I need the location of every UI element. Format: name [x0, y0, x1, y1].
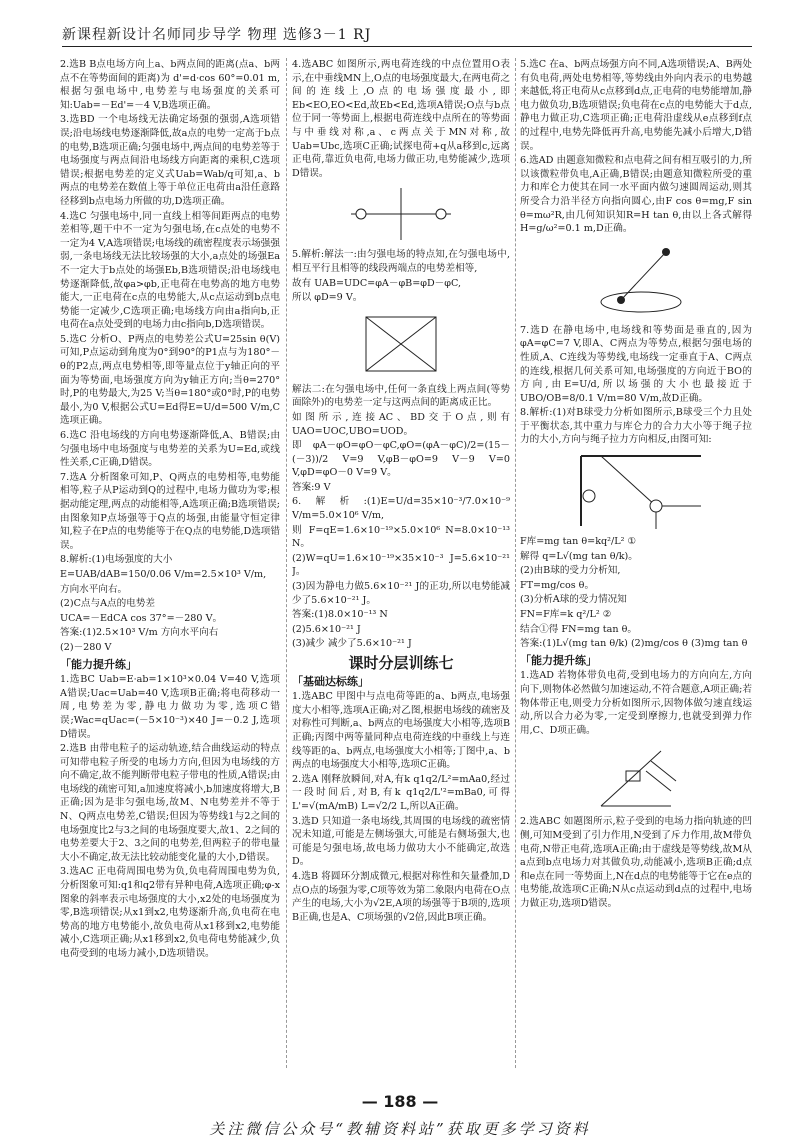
answer-paragraph: (3)减少 减少了5.6×10⁻²¹ J [292, 638, 412, 650]
answer-paragraph: (2)5.6×10⁻²¹ J [292, 623, 361, 635]
footer-note: 关注微信公众号“教辅资料站”获取更多学习资料 [209, 1120, 591, 1138]
answer-paragraph: 故有 UAB=UDC=φA－φB=φD－φC, [292, 277, 462, 289]
answer-paragraph: 5.解析:解法一:由匀强电场的特点知,在匀强电场中,相互平行且相等的线段两端点的电势差相等, [292, 249, 510, 274]
answer-paragraph: 2.选ABC 如题图所示,粒子受到的电场力指向轨迹的凹侧,可知M受到了引力作用,N受到了斥力作用,故M带负电荷,N带正电荷,选项A正确;由于虚线是等势线,故M从a点到b点电场力对其做负功,动能减小,选项B正确;d点和e点在同一等势面上,N在d点的电势能等于它在e点的电势能,故选项C正确;N从c点运动到d点的过程中,电场力做正功,选项D错误。 [520, 816, 752, 909]
answer-paragraph: (3)分析A球的受力情况知 [520, 594, 627, 606]
answer-paragraph: FN=F库=k q²/L² ② [520, 609, 612, 621]
answer-paragraph: F库=mg tan θ=kq²/L² ① [520, 536, 637, 548]
charge-diagram-figure [341, 184, 461, 244]
column-divider [515, 58, 516, 1068]
answer-paragraph: 3.选BD 一个电场线无法确定场强的强弱,A选项错误;沿电场线电势逐渐降低,故a点的电势一定高于b点的电势,B选项正确;匀强电场中,两点间的电势差等于电场强度与两点间沿电场线方向距离的乘积,C选项错误;根据电势差的定义式Uab=Wab/q可知,a、b两点的电势差在数值上等于单位正电荷由a沿任意路径移到b点电场力所做的功,D选项正确。 [60, 114, 280, 207]
answer-paragraph: 1.选BC Uab=E·ab=1×10³×0.04 V=40 V,选项A错误;Uac=Uab=40 V,选项B正确;将电荷移动一周,电势差为零,静电力做功为零,选项C错误;Wac=qUac=(－5×10⁻³)×40 J=－0.2 J,选项D错误。 [60, 674, 280, 740]
answer-paragraph: 3.选D 只知道一条电场线,其周围的电场线的疏密情况未知道,可能是左侧场强大,可能是右侧场强大,也可能是匀强电场,故电场力做功大小不能确定,故选D。 [292, 815, 510, 868]
answer-paragraph: 答案:9 V [292, 481, 331, 493]
square-abcd-figure [356, 309, 446, 379]
lesson-title: 课时分层训练七 [348, 654, 454, 672]
header-title: 新课程新设计名师同步导学 物理 选修3－1 RJ [62, 27, 372, 43]
answer-paragraph: 如图所示,连接AC、BD交于O点,则有 UAO=UOC,UBO=UOD。 [292, 411, 510, 437]
answer-paragraph: 答案:(1)8.0×10⁻¹³ N [292, 609, 388, 621]
answer-paragraph: 1.选AD 若物体带负电荷,受到电场力的方向向左,方向向下,则物体必然做匀加速运动,不符合题意,A项正确;若物体带正电,则受力分析如图所示,因物体做匀速直线运动,所以合力必为零,一定受到摩擦力,也就受到弹力作用,C、D项正确。 [520, 670, 752, 736]
answer-paragraph: 方向水平向右。 [60, 583, 128, 595]
section-heading: 「能力提升练」 [520, 653, 597, 667]
answer-paragraph: E=UAB/dAB=150/0.06 V/m=2.5×10³ V/m, [60, 568, 267, 580]
answer-paragraph: FT=mg/cos θ。 [520, 579, 595, 591]
answer-paragraph: 所以 φD=9 V。 [292, 292, 363, 304]
answer-paragraph: 解法二:在匀强电场中,任何一条直线上两点间(等势面除外)的电势差一定与这两点间的距离成正比。 [292, 383, 510, 409]
answer-paragraph: 答案:(1)L√(mg tan θ/k) (2)mg/cos θ (3)mg tan θ [520, 638, 748, 650]
answer-list [292, 690, 510, 924]
page-header [62, 20, 752, 47]
answer-paragraph: 4.选ABC 如图所示,两电荷连线的中点位置用O表示,在中垂线MN上,O点的电场强度最大,在两电荷之间的连线上,O点的电场强度最小,即Eb<EO,EO<Ed,故Eb<Ed,选项A错误;O点与b点位于同一等势面上,根据电荷连线中点所在的等势面与中垂线对称,a、c两点关于MN对称,故Uab=Ubc,选项C正确;试探电荷+q从a移到c,远离正电荷,靠近负电荷,电场力做正功,电势能减少,选项D错误。 [292, 59, 510, 179]
answer-list [520, 669, 752, 910]
answer-list [60, 58, 280, 655]
answer-paragraph: (2)C点与A点的电势差 [60, 598, 156, 610]
incline-field-figure [591, 741, 681, 811]
answer-paragraph: 7.选A 分析图象可知,P、Q两点的电势相等,电势能相等,粒子从P运动到Q的过程中,电场力做功为零;根据动能定理,两点的动能相等,A选项正确;B选项错误;由图象知P点场强等于Q点的场强,由能量守恒定律知,粒子在P点的电势能等于在Q点的电势能,D选项错误。 [60, 471, 280, 551]
column-right [520, 58, 752, 1068]
answer-paragraph: 2.选B B点电场方向上a、b两点间的距离(点a、b两点不在等势面间的距离)为 d'=d·cos 60°=0.01 m,根据匀强电场中,电势差与电场强度的关系可知:Uab=－Ed'=－4 V,B选项正确。 [60, 59, 280, 111]
answer-paragraph: 1.选ABC 甲图中与点电荷等距的a、b两点,电场强度大小相等,选项A正确;对乙图,根据电场线的疏密及对称性可判断,a、b两点的电场强度大小相等,选项B正确;丙图中两等量同种点电荷连线的中垂线上与连线等距的a、b两点,电场强度大小相等;丁图中,a、b两点的电场强度大小相等,选项C正确。 [292, 691, 510, 771]
page-number: — 188 — [361, 1092, 439, 1111]
column-divider [286, 58, 287, 1068]
answer-paragraph: 4.选B 将圆环分割成微元,根据对称性和矢量叠加,D点O点的场强为零,C项等效为第二象限内电荷在O点产生的电场,大小为√2E,A项的场强等于B项的,选项B正确,也是A、C项场强的√2倍,因此B项正确。 [292, 870, 510, 923]
answer-paragraph: (2)－280 V [60, 641, 112, 653]
answer-paragraph: UCA=－EdCA cos 37°=－280 V。 [60, 612, 223, 624]
answer-list [292, 58, 510, 651]
answer-list [60, 673, 280, 960]
answer-paragraph: 6.选AD 由题意知微粒和点电荷之间有相互吸引的力,所以该微粒带负电,A正确,B错误;由题意知微粒所受的重力和库仑力使其在同一水平面内做匀速圆周运动,则其所受合力沿半径方向指向圆心,由F cos θ=mg,F sin θ=mω²R,由几何知识知R=H tan θ,由以上各式解得H=g/ω²=0.1 m,D正确。 [520, 155, 752, 235]
answer-paragraph: 7.选D 在静电场中,电场线和等势面是垂直的,因为φA=φC=7 V,即A、C两点为等势点,根据匀强电场的性质,A、C连线为等势线,电场线一定垂直于A、C两点的连线,根据几何关系可知,电场强度的方向近于BO的方向,由E=U/d,所以场强的大小也最接近于UBO/OB=8/0.1 V/m=80 V/m,故D正确。 [520, 324, 752, 404]
answer-paragraph: 6.选C 沿电场线的方向电势逐渐降低,A、B错误;由匀强电场中电场强度与电势差的关系为U=Ed,或线性关系,C正确,D错误。 [60, 430, 280, 469]
answer-paragraph: 5.选C 分析O、P两点的电势差公式U=25sin θ(V)可知,P点运动到角度为0°到90°的P1点与为180°－θ的P2点,两点电势相等,即等量点位于y轴正向的平面为等势面,电场强度方向为y轴正方向;当θ=270°时,P的电势最大,为25 V;当θ=180°或0°时,P的电势最小,为0 V,根据公式U=Ed得E=U/d=500 V/m,C选项正确。 [60, 333, 280, 427]
column-left [60, 58, 280, 1068]
answer-paragraph: 答案:(1)2.5×10³ V/m 方向水平向右 [60, 627, 219, 639]
answer-paragraph: 则 F=qE=1.6×10⁻¹⁹×5.0×10⁶ N=8.0×10⁻¹³ N。 [292, 524, 510, 550]
answer-paragraph: 解得 q=L√(mg tan θ/k)。 [520, 550, 638, 562]
answer-paragraph: 即 φA－φO=φO－φC,φO=(φA－φC)/2=(15－(－3))/2 V=9 V,φB－φO=9 V－9 V=0 V,φD=φO－0 V=9 V。 [292, 440, 510, 479]
ball-force-figure [561, 451, 711, 531]
answer-paragraph: 5.选C 在a、b两点场强方向不同,A选项错误;A、B两处有负电荷,两处电势相等,等势线由外向内表示的电势越来越低,将正电荷从c点移到d点,正电荷的电势能增加,静电力做负功,B选项错误;负电荷在c点的电势能大于d点,静电力做正功,C选项正确;正电荷沿虚线从e点移到f点的过程中,电势先降低再升高,电势能先减小后增大,D错误。 [520, 59, 752, 152]
answer-paragraph: (3)因为静电力做5.6×10⁻²¹ J的正功,所以电势能减少了5.6×10⁻²¹ J。 [292, 581, 510, 606]
answer-paragraph: 3.选AC 正电荷周围电势为负,负电荷周围电势为负,分析图象可知:q1和q2带有异种电荷,A选项正确;φ-x图象的斜率表示电场强度的大小,x2处的电场强度为零,B选项错误;从x1到x2,电势逐渐升高,负电荷在电势高的地方电势能小,故负电荷从x1移到x2,电势能减小,C选项正确;从x1移到x2,负电荷电势能减少,负电荷受到的电场力减小,D选项错误。 [60, 866, 280, 959]
answer-paragraph: 2.选A 刚释放瞬间,对A,有k q1q2/L²=mAa0,经过一段时间后,对B,有k q1q2/L'²=mBa0,可得L'=√(mA/mB) L=√2/2 L,所以A正确。 [292, 773, 510, 812]
section-heading: 「基础达标练」 [292, 674, 369, 688]
section-heading: 「能力提升练」 [60, 657, 137, 671]
circular-motion-figure [581, 240, 691, 320]
answer-paragraph: 4.选C 匀强电场中,同一直线上相等间距两点的电势差相等,题干中不一定为匀强电场,在c点处的电势不一定为4 V,A选项错误;电场线的疏密程度表示场强强弱,一条电场线无法比较场强的大小,a点处的场强Ea不一定大于b点处的场强Eb,B选项错误;沿电场线电势逐渐降低,故φa>φb,正电荷在电势高的地方电势能大,一正电荷在c点的电势能大,从c点运动到b点电势能一定减少,C选项正确;电场线方向由a指向b,正电荷在a点处受到的电场力由c指向b,D选项错误。 [60, 210, 280, 331]
answer-paragraph: (2)W=qU=1.6×10⁻¹⁹×35×10⁻³ J=5.6×10⁻²¹ J。 [292, 552, 510, 578]
column-middle [292, 58, 510, 1068]
answer-paragraph: 8.解析:(1)对B球受力分析如图所示,B球受三个力且处于平衡状态,其中重力与库仑力的合力大小等于绳子拉力的大小,方向与绳子拉力方向相反,由图可知: [520, 407, 752, 446]
answer-paragraph: 8.解析:(1)电场强度的大小 [60, 554, 173, 566]
answer-paragraph: (2)由B球的受力分析知, [520, 565, 621, 577]
answer-list [520, 58, 752, 651]
answer-paragraph: 2.选B 由带电粒子的运动轨迹,结合曲线运动的特点可知带电粒子所受的电场力方向,但因为电场线的方向不确定,故不能判断带电粒子带电的性质,A错误;由电场线的疏密可知,a加速度将减小,b加速度将增大,B正确;因为是非匀强电场,故M、N电势差并不等于N、Q两点电势差,C错误;但因为等势线1与2之间的电场强度比2与3之间的电场强度要大,故1、2之间的电势差要大于2、3之间的电势差,但两粒子的带电量大小不确定,故无法比较动能变化量的大小,D错误。 [60, 743, 280, 863]
answer-paragraph: 6.解析:(1)E=U/d=35×10⁻³/7.0×10⁻⁹ V/m=5.0×10⁶ V/m, [292, 496, 510, 522]
answer-paragraph: 结合①得 FN=mg tan θ。 [520, 623, 637, 635]
